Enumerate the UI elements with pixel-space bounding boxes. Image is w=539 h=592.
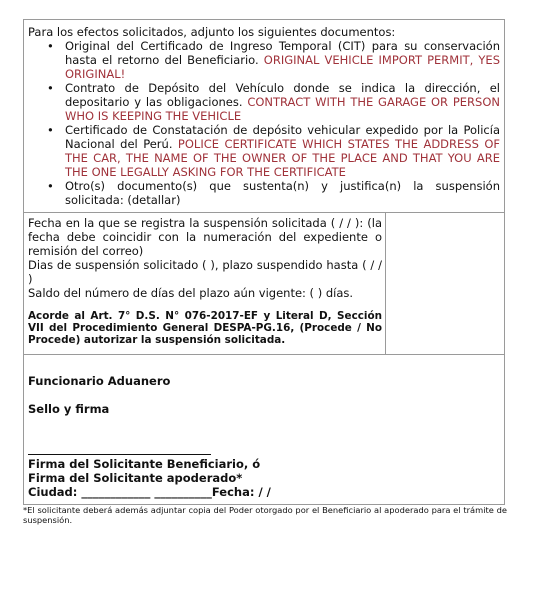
document-text: Original del Certificado de Ingreso Temporal (CIT) para su conservación hasta el retorno del Beneficiario. xyxy=(65,39,500,67)
funcionario-label: Funcionario Aduanero xyxy=(28,374,171,388)
request-form xyxy=(23,19,505,505)
documents-list xyxy=(28,39,500,207)
document-note: POLICE CERTIFICATE WHICH STATES THE ADDRESS OF THE CAR, THE NAME OF THE OWNER OF THE PLACE AND THAT YOU ARE THE ONE LEGALLY ASKING FOR THE CERTIFICATE xyxy=(65,137,500,179)
bullet-icon: • xyxy=(47,123,54,137)
documents-intro: Para los efectos solicitados, adjunto los siguientes documentos: xyxy=(28,25,396,39)
document-note: CONTRACT WITH THE GARAGE OR PERSON WHO IS KEEPING THE VEHICLE xyxy=(65,95,501,123)
list-item xyxy=(28,179,500,207)
bullet-icon: • xyxy=(47,81,54,95)
suspension-section xyxy=(23,213,505,355)
document-note: ORIGINAL VEHICLE IMPORT PERMIT, YES ORIGINAL! xyxy=(65,53,500,81)
list-item xyxy=(28,123,500,179)
sello-label: Sello y firma xyxy=(28,402,110,416)
bullet-icon: • xyxy=(47,179,54,193)
suspension-details xyxy=(24,213,386,354)
document-text: Certificado de Constatación de depósito vehicular expedido por la Policía Nacional del Perú. xyxy=(65,123,500,151)
suspension-blank-cell xyxy=(386,213,504,354)
saldo-field[interactable]: Saldo del número de días del plazo aún vigente: ( ) días. xyxy=(28,286,354,300)
fecha-field[interactable]: Fecha en la que se registra la suspensión solicitada ( / / ): (la fecha debe coincidir con la numeración del expediente o remisión del correo) xyxy=(28,216,382,258)
list-item xyxy=(28,39,500,81)
signature-section xyxy=(23,355,505,505)
dias-field[interactable]: Dias de suspensión solicitado ( ), plazo suspendido hasta ( / / ) xyxy=(28,258,382,286)
document-text: Otro(s) documento(s) que sustenta(n) y justifica(n) la suspensión solicitada: (detallar) xyxy=(65,179,500,207)
documents-section xyxy=(23,19,505,213)
document-text: Contrato de Depósito del Vehículo donde se indica la dirección, el depositario y las obligaciones. xyxy=(65,81,500,109)
bullet-icon: • xyxy=(47,39,54,53)
firma-apoderado-label: Firma del Solicitante apoderado* xyxy=(28,471,243,485)
authorization-text: Acorde al Art. 7° D.S. N° 076-2017-EF y Literal D, Sección VII del Procedimiento General DESPA-PG.16, (Procede / No Procede) autorizar la suspensión solicitada. xyxy=(28,310,382,346)
firma-beneficiario-label: Firma del Solicitante Beneficiario, ó xyxy=(28,457,261,471)
list-item xyxy=(28,81,500,123)
ciudad-fecha-field[interactable]: Ciudad: ____________ __________Fecha: / / xyxy=(28,485,271,499)
signature-line[interactable] xyxy=(28,454,211,455)
footnote: *El solicitante deberá además adjuntar copia del Poder otorgado por el Beneficiario al apoderado para el trámite de suspensión. xyxy=(23,505,507,525)
